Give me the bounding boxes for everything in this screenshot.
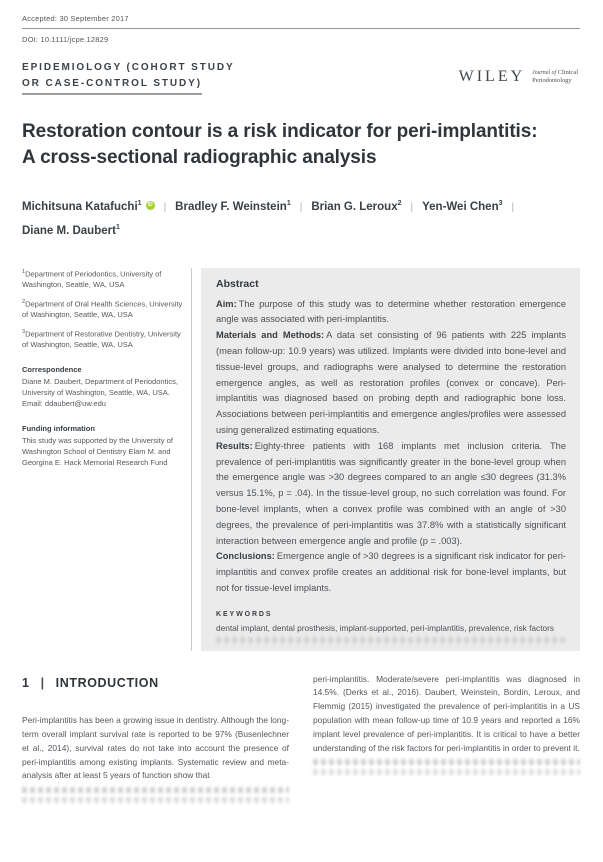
faded-text-artifact (216, 637, 566, 643)
affiliation-3: $^3$Department of Restorative Dentistry, University of Washington, Seattle, WA, USA (22, 328, 181, 350)
article-header (22, 60, 580, 95)
author-separator: | (163, 202, 167, 214)
affiliation-2: $^2$Department of Oral Health Sciences, University of Washington, Seattle, WA, USA (22, 298, 183, 320)
article-title-line1: Restoration contour is a risk indicator for peri-implantitis: (22, 121, 538, 142)
journal-logo-line1: Clinical (557, 69, 578, 76)
journal-logo-script: Journal of (532, 70, 557, 76)
correspondence-email-link[interactable]: Email: ddaubert@uw.edu (22, 399, 106, 409)
correspondence-heading: Correspondence (22, 364, 82, 374)
abstract-box (201, 268, 580, 651)
introduction-paragraph-right: peri-implantitis. Moderate/severe peri-implantitis was diagnosed in 14.5%. (Derks et al., 2016). Daubert, Weinstein, Bordin, Leroux, and Flemmig (2015) investigated the prevalence of peri-implantitis in a US population with mean follow-up time of 10.9 years and reported a 16% implant level prevalence of peri-implantitis. It is critical to have a better understanding of the risk factors for peri-implantitis in order to prevent it. (313, 673, 580, 753)
column-divider (191, 268, 192, 651)
abstract-heading: Abstract (216, 277, 259, 290)
section-category-line2: OR CASE-CONTROL STUDY) (22, 76, 202, 96)
introduction-section (22, 673, 580, 803)
faded-text-artifact (22, 787, 289, 793)
introduction-number: 1 (22, 675, 30, 690)
author-separator: | (299, 202, 303, 214)
journal-logo (532, 68, 578, 85)
abstract-results: Results: Eighty-three patients with 168 implants met inclusion criteria. The prevalence of peri-implantitis was significantly greater in the bone-level group when the emergence angle was >30 degrees compared to an angle ≤30 degrees (31.3% versus 15.1%, p = .04). In the tissue-level group, no such correlation was found. For bone-level implants, when a convex profile was combined with an angle of >30 degrees, the prevalence of peri-implantitis was 37.8% with a statistically significant interaction between emergence angle and profile (p = .003). (216, 440, 566, 546)
publisher-brand (459, 68, 578, 86)
article-info-column (22, 268, 191, 651)
correspondence-text: Diane M. Daubert, Department of Periodontics, University of Washington, Seattle, WA, USA. (22, 376, 178, 398)
faded-text-artifact (313, 769, 580, 775)
author-name: Diane M. Daubert$^1$ (22, 224, 120, 238)
abstract-conclusions: Conclusions: Emergence angle of >30 degrees is a significant risk indicator for peri-implantitis and convex profile creates an additional risk for bone-level implants, but not for tissue-level implants. (216, 551, 566, 593)
article-title (22, 119, 580, 170)
orcid-icon[interactable]: iD (147, 202, 153, 209)
accepted-date: Accepted: 30 September 2017 (22, 14, 129, 23)
doi-text: DOI: 10.1111/jcpe.12829 (22, 35, 109, 44)
author-name: Michitsuna Katafuchi$^1$ (22, 200, 142, 214)
introduction-heading-text: INTRODUCTION (55, 675, 159, 690)
faded-text-artifact (313, 759, 580, 765)
introduction-paragraph-left: Peri-implantitis has been a growing issue in dentistry. Although the long-term overall implant survival rate is reported to be 97% (Busenlechner et al., 2014), survival rates do not take into account the presence of peri-implantitis among existing implants. Systematic review and meta-analysis after at least 5 years of function show that (22, 715, 289, 781)
abstract-methods: Materials and Methods: A data set consisting of 96 patients with 225 implants (mean follow-up: 10.9 years) was utilized. Implants were divided into bone-level and tissue-level groups, and radiographs were analysed to determine the restoration emergence angles, as well as restoration profiles (convex or concave). Peri-implantitis was diagnosed based on probing depth and radiographic bone loss. Associations between peri-implantitis and emergence angles/profiles were assessed using generalized estimating equations. (216, 330, 566, 435)
author-separator: | (511, 202, 515, 214)
author-name: Bradley F. Weinstein$^1$ (175, 200, 291, 214)
author-name: Yen-Wei Chen$^3$ (422, 200, 503, 214)
introduction-left-column (22, 673, 289, 803)
abstract-aim: Aim: The purpose of this study was to determine whether restoration emergence angle was associated with peri-implantitis. (216, 298, 566, 325)
section-category-line1: EPIDEMIOLOGY (COHORT STUDY (22, 62, 235, 73)
introduction-right-column (313, 673, 580, 803)
funding-text: This study was supported by the University of Washington School of Dentistry Elam M. and Georgina E. Hack Memorial Research Fund (22, 435, 173, 468)
author-name: Brian G. Leroux$^2$ (311, 200, 402, 214)
article-title-line2: A cross-sectional radiographic analysis (22, 146, 377, 168)
section-category-label (22, 60, 235, 95)
introduction-heading-separator: | (40, 675, 45, 690)
introduction-heading (22, 673, 289, 694)
funding-heading: Funding information (22, 423, 95, 433)
author-separator: | (410, 202, 414, 214)
faded-text-artifact (22, 797, 289, 803)
wiley-logo: WILEY (458, 68, 526, 85)
main-columns (22, 268, 580, 651)
keywords-list: dental implant, dental prosthesis, implant-supported, peri-implantitis, prevalence, risk factors (216, 622, 555, 633)
author-list (22, 195, 580, 243)
journal-logo-line2: Periodontology (532, 77, 572, 85)
header-divider (22, 28, 580, 29)
keywords-heading: KEYWORDS (216, 610, 273, 618)
affiliation-1: $^1$Department of Periodontics, University of Washington, Seattle, WA, USA (22, 268, 162, 290)
